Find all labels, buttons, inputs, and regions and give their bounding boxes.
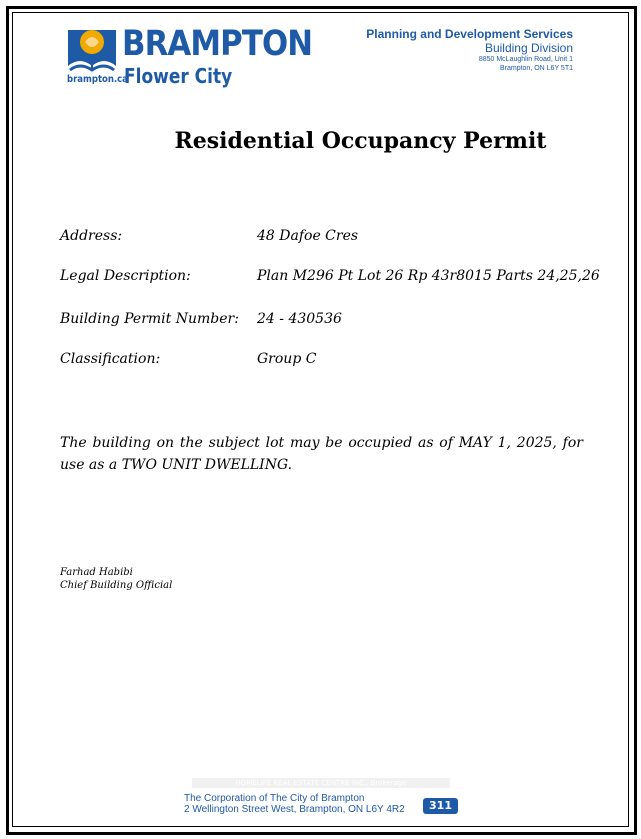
signature-block (60, 566, 172, 592)
field-label: Address: (60, 228, 123, 244)
department-header (366, 27, 573, 73)
field-label: Classification: (60, 351, 161, 367)
department-name: Planning and Development Services (366, 27, 573, 41)
brokerage-watermark: HOMELIFE REAL ESTATE CENTRE INC., Brokerage (192, 778, 450, 788)
signatory-name: Farhad Habibi (60, 567, 133, 578)
logo-subtitle: Flower City (124, 64, 233, 88)
footer-line-1: The Corporation of The City of Brampton (184, 793, 365, 804)
document-title: Residential Occupancy Permit (174, 128, 547, 154)
phone-311-badge: 311 (423, 798, 458, 814)
address-line-1: 8850 McLaughlin Road, Unit 1 (478, 56, 573, 63)
field-value: Plan M296 Pt Lot 26 Rp 43r8015 Parts 24,25,26 (257, 268, 600, 284)
field-value: 24 - 430536 (257, 311, 342, 327)
footer-address (184, 793, 405, 815)
field-value: 48 Dafoe Cres (257, 228, 359, 244)
signatory-title: Chief Building Official (60, 580, 173, 591)
flower-emblem-icon (66, 26, 118, 74)
brampton-logo (66, 24, 313, 90)
address-line-2: Brampton, ON L6Y 5T1 (499, 65, 573, 72)
field-label: Building Permit Number: (60, 311, 239, 327)
field-label: Legal Description: (60, 268, 191, 284)
field-value: Group C (257, 351, 317, 367)
footer-line-2: 2 Wellington Street West, Brampton, ON L6Y 4R2 (184, 804, 405, 815)
logo-website: brampton.ca (67, 74, 128, 85)
logo-brand-text: BRAMPTON (122, 24, 313, 64)
division-name: Building Division (484, 41, 573, 55)
occupancy-statement: The building on the subject lot may be occupied as of MAY 1, 2025, for use as a TWO UNIT DWELLING. (60, 435, 583, 473)
